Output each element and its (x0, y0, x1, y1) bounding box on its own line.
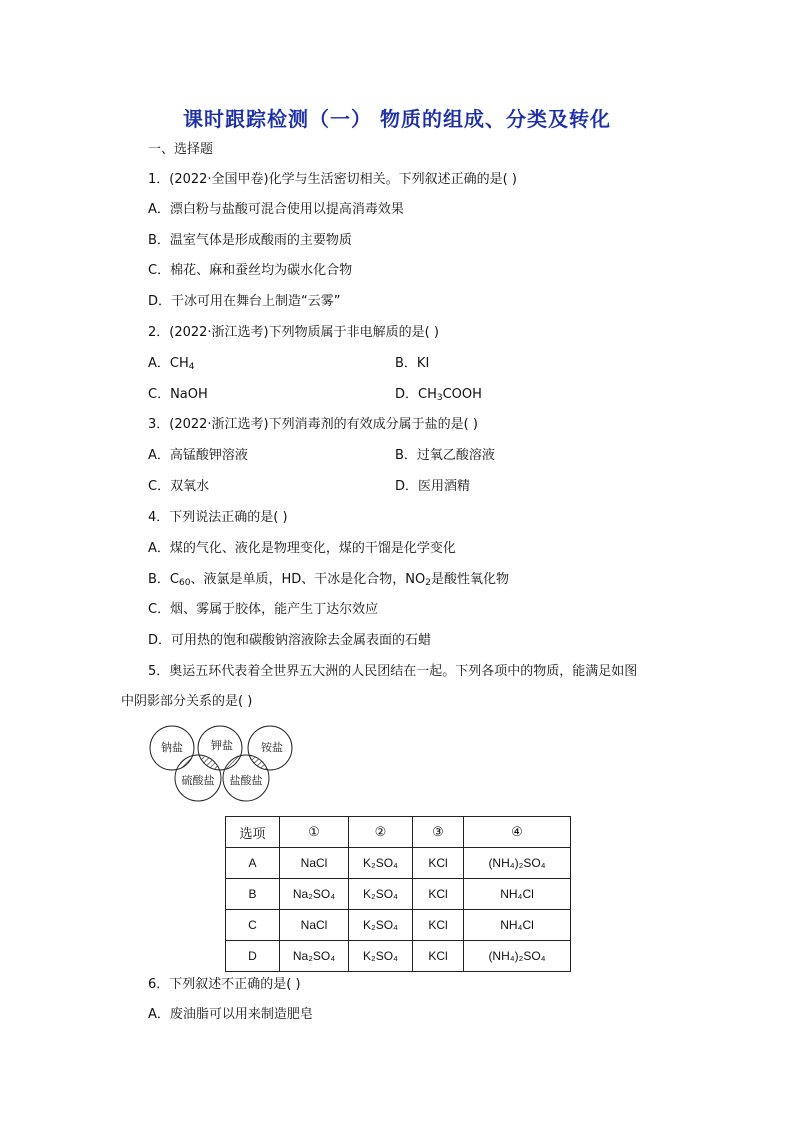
table-cell: NaCl (280, 848, 349, 879)
table-cell: K₂SO₄ (349, 879, 413, 910)
q4-option-a: A．煤的气化、液化是物理变化，煤的干馏是化学变化 (148, 541, 456, 556)
q2-option-a-text: A．CH (148, 356, 189, 371)
q1-option-b: B．温室气体是形成酸雨的主要物质 (148, 233, 352, 248)
header-cell: ② (349, 817, 413, 848)
q1-option-a: A．漂白粉与盐酸可混合使用以提高消毒效果 (148, 202, 404, 217)
q5-stem-line1: 5．奥运五环代表着全世界五大洲的人民团结在一起。下列各项中的物质，能满足如图 (148, 664, 638, 679)
q2-stem: 2．(2022·浙江选考)下列物质属于非电解质的是( ) (148, 325, 439, 340)
q2-option-d-text: D．CH (395, 387, 437, 402)
table-cell: KCl (413, 910, 464, 941)
table-cell: (NH₄)₂SO₄ (464, 941, 571, 972)
header-cell: ③ (413, 817, 464, 848)
q4-option-c: C．烟、雾属于胶体，能产生丁达尔效应 (148, 602, 379, 617)
subscript: 2 (425, 578, 431, 588)
header-cell: ④ (464, 817, 571, 848)
q4-option-b-suffix: 是酸性氧化物 (430, 572, 509, 587)
q4-option-d: D．可用热的饱和碳酸钠溶液除去金属表面的石蜡 (148, 633, 432, 648)
table-row (226, 941, 571, 972)
subscript: 3 (436, 393, 443, 403)
venn-label: 盐酸盐 (229, 774, 263, 787)
table-cell: C (226, 910, 280, 941)
q1-stem: 1．(2022·全国甲卷)化学与生活密切相关。下列叙述正确的是( ) (148, 172, 517, 187)
q4-option-b (148, 571, 509, 589)
q3-option-a: A．高锰酸钾溶液 (148, 448, 248, 463)
q3-stem: 3．(2022·浙江选考)下列消毒剂的有效成分属于盐的是( ) (148, 417, 478, 432)
table-cell: B (226, 879, 280, 910)
q2-option-c: C．NaOH (148, 387, 208, 402)
table-cell: K₂SO₄ (349, 941, 413, 972)
page-title: 课时跟踪检测（一） 物质的组成、分类及转化 (183, 107, 611, 131)
table-cell: NaCl (280, 910, 349, 941)
q2-option-d-suffix: COOH (442, 387, 482, 402)
section-heading: 一、选择题 (148, 142, 214, 157)
table-cell: (NH₄)₂SO₄ (464, 848, 571, 879)
header-cell: ① (280, 817, 349, 848)
q2-option-b: B．KI (395, 356, 430, 371)
table-cell: NH₄Cl (464, 910, 571, 941)
q6-option-a: A．废油脂可以用来制造肥皂 (148, 1007, 313, 1022)
q4-option-b-text: B．C (148, 572, 179, 587)
q1-option-c: C．棉花、麻和蚕丝均为碳水化合物 (148, 263, 353, 278)
table-cell: KCl (413, 941, 464, 972)
q3-option-d: D．医用酒精 (395, 479, 471, 494)
venn-label: 钠盐 (161, 741, 183, 754)
table-cell: Na₂SO₄ (280, 941, 349, 972)
table-cell: K₂SO₄ (349, 848, 413, 879)
table-row (226, 848, 571, 879)
venn-label: 硫酸盐 (181, 774, 215, 787)
table-header-row (226, 817, 571, 848)
table-row (226, 910, 571, 941)
table-row (226, 879, 571, 910)
table-cell: K₂SO₄ (349, 910, 413, 941)
subscript: 4 (188, 362, 195, 372)
table-cell: KCl (413, 879, 464, 910)
q4-option-b-middle: 、液氯是单质，HD、干冰是化合物，NO (190, 572, 426, 587)
venn-label: 铵盐 (261, 741, 283, 754)
table-cell: NH₄Cl (464, 879, 571, 910)
q1-option-d: D．干冰可用在舞台上制造“云雾” (148, 294, 341, 309)
header-cell: 选项 (226, 817, 280, 848)
table-cell: KCl (413, 848, 464, 879)
q4-stem: 4．下列说法正确的是( ) (148, 510, 288, 525)
table-cell: Na₂SO₄ (280, 879, 349, 910)
venn-diagram (146, 724, 306, 804)
options-table (225, 816, 571, 972)
subscript: 60 (179, 578, 191, 588)
q5-stem-line2: 中阴影部分关系的是( ) (121, 694, 253, 709)
table-cell: A (226, 848, 280, 879)
venn-label: 钾盐 (211, 739, 233, 752)
q6-stem: 6．下列叙述不正确的是( ) (148, 977, 301, 992)
q2-option-d (395, 386, 482, 404)
table-cell: D (226, 941, 280, 972)
q2-option-a (148, 355, 194, 373)
q3-option-c: C．双氧水 (148, 479, 210, 494)
q3-option-b: B．过氧乙酸溶液 (395, 448, 495, 463)
